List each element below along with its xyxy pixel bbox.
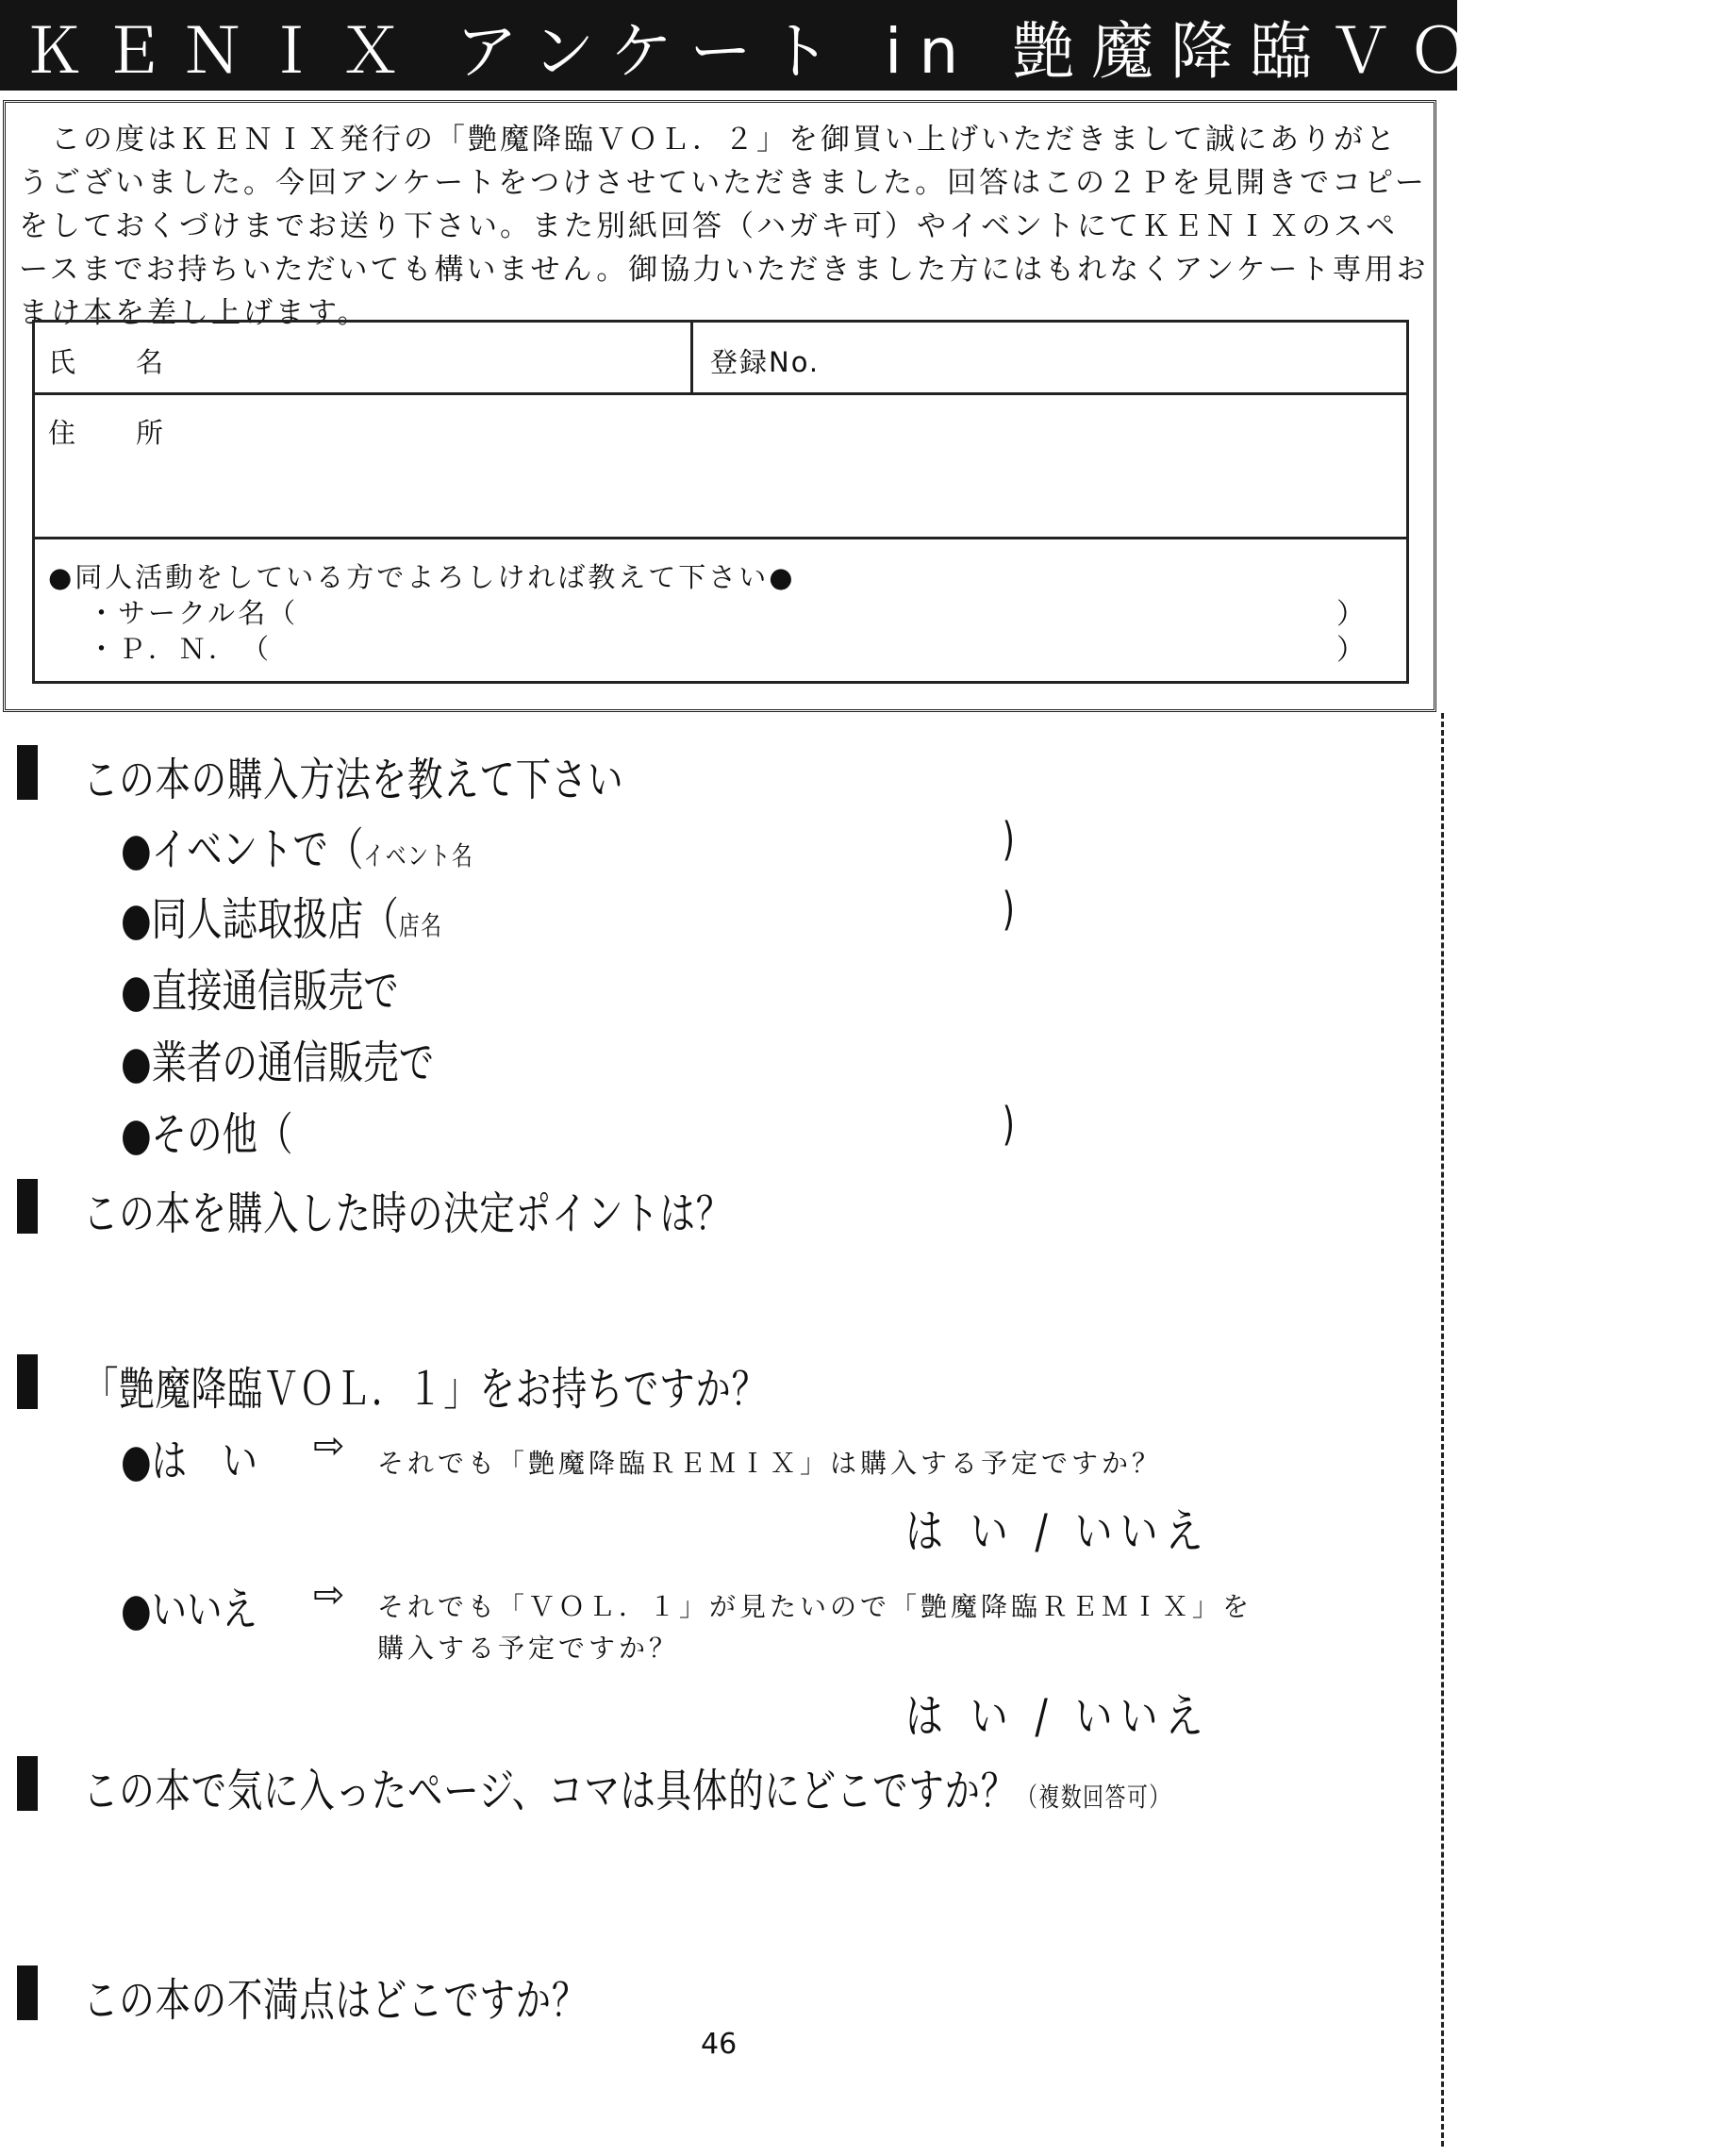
q4-question (83, 1754, 1171, 1819)
q1-event-close: ) (1002, 813, 1015, 866)
q1-option-direct-mail[interactable]: ●直接通信販売で (121, 965, 399, 1018)
q4-text: この本で気に入ったページ、コマは具体的にどこですか？ (83, 1765, 1017, 1817)
title-bar (0, 0, 1725, 91)
q1-option-shop[interactable] (121, 883, 443, 948)
q3-no-answer[interactable]: は い / いいえ (905, 1689, 1211, 1744)
intro-box (3, 100, 1436, 712)
page-number: 46 (701, 2028, 738, 2061)
info-form (32, 320, 1409, 684)
name-label: 氏 名 (48, 346, 166, 378)
right-arrow-icon: ⇨ (313, 1573, 345, 1617)
address-field[interactable] (35, 395, 1406, 539)
q3-option-no[interactable]: ●いいえ (121, 1584, 257, 1636)
q3-no-followup-line1: それでも「ＶＯＬ．１」が見たいので「艶魔降臨ＲＥＭＩＸ」を (377, 1591, 1253, 1622)
q3-option-yes[interactable]: ●は い (121, 1435, 257, 1487)
cut-line (1441, 713, 1444, 2147)
circle-name-close: ） (1336, 598, 1365, 631)
registration-field[interactable] (693, 323, 1406, 392)
q1-option-event-hint: イベント名 (363, 840, 474, 871)
q4-marker (17, 1756, 38, 1811)
q1-option-event-label: ●イベントで（ (121, 823, 364, 876)
q1-option-event[interactable] (121, 813, 473, 878)
q1-marker (17, 745, 38, 800)
name-row (35, 323, 1406, 395)
circle-prompt: ●同人活動をしている方でよろしければ教えて下さい● (48, 561, 796, 593)
circle-name-label[interactable]: ・サークル名（ (88, 597, 299, 629)
q1-text: この本の購入方法を教えて下さい (83, 754, 624, 806)
q1-option-shop-hint: 店名 (398, 910, 443, 941)
q1-option-shop-label: ●同人誌取扱店（ (121, 893, 399, 946)
pen-name-close: ） (1336, 634, 1365, 667)
q3-yes-followup: それでも「艶魔降臨ＲＥＭＩＸ」は購入する予定ですか？ (377, 1448, 1163, 1479)
q3-marker (17, 1354, 38, 1409)
q2-marker (17, 1179, 38, 1234)
intro-text: この度はＫＥＮＩＸ発行の「艶魔降臨ＶＯＬ．２」を御買い上げいただきまして誠にありがとうございました。今回アンケートをつけさせていただきました。回答はこの２Ｐを見開きでコピーをしておくづけまでお送り下さい。また別紙回答（ハガキ可）やイベントにてＫＥＮＩＸのスペースまでお持ちいただいても構いません。御協力いただきました方にはもれなくアンケート専用おまけ本を差し上げます。 (19, 123, 1429, 330)
pen-name-label[interactable]: ・Ｐ．Ｎ． （ (88, 633, 273, 665)
address-label: 住 所 (48, 417, 166, 449)
q5-marker (17, 1965, 38, 2020)
q5-text: この本の不満点はどこですか？ (83, 1974, 589, 2027)
q3-no-followup-line2: 購入する予定ですか？ (377, 1633, 680, 1664)
q1-option-vendor-mail[interactable]: ●業者の通信販売で (121, 1037, 435, 1089)
q1-other-close: ) (1002, 1098, 1015, 1151)
name-field[interactable] (35, 323, 693, 392)
q4-note: （複数回答可） (1016, 1782, 1171, 1813)
circle-info-section (35, 539, 1406, 681)
q1-shop-close: ) (1002, 883, 1015, 936)
q2-text: この本を購入した時の決定ポイントは？ (83, 1187, 732, 1240)
right-arrow-icon: ⇨ (313, 1424, 345, 1468)
q3-yes-answer[interactable]: は い / いいえ (905, 1504, 1211, 1559)
q3-text: 「艶魔降臨ＶＯＬ．１」をお持ちですか？ (83, 1363, 768, 1416)
q1-option-other[interactable]: ●その他（ (121, 1108, 293, 1161)
registration-label: 登録No. (710, 346, 821, 378)
page-title: ＫＥＮＩＸ アンケート in 艶魔降臨ＶＯＬ．２ (23, 14, 1725, 88)
